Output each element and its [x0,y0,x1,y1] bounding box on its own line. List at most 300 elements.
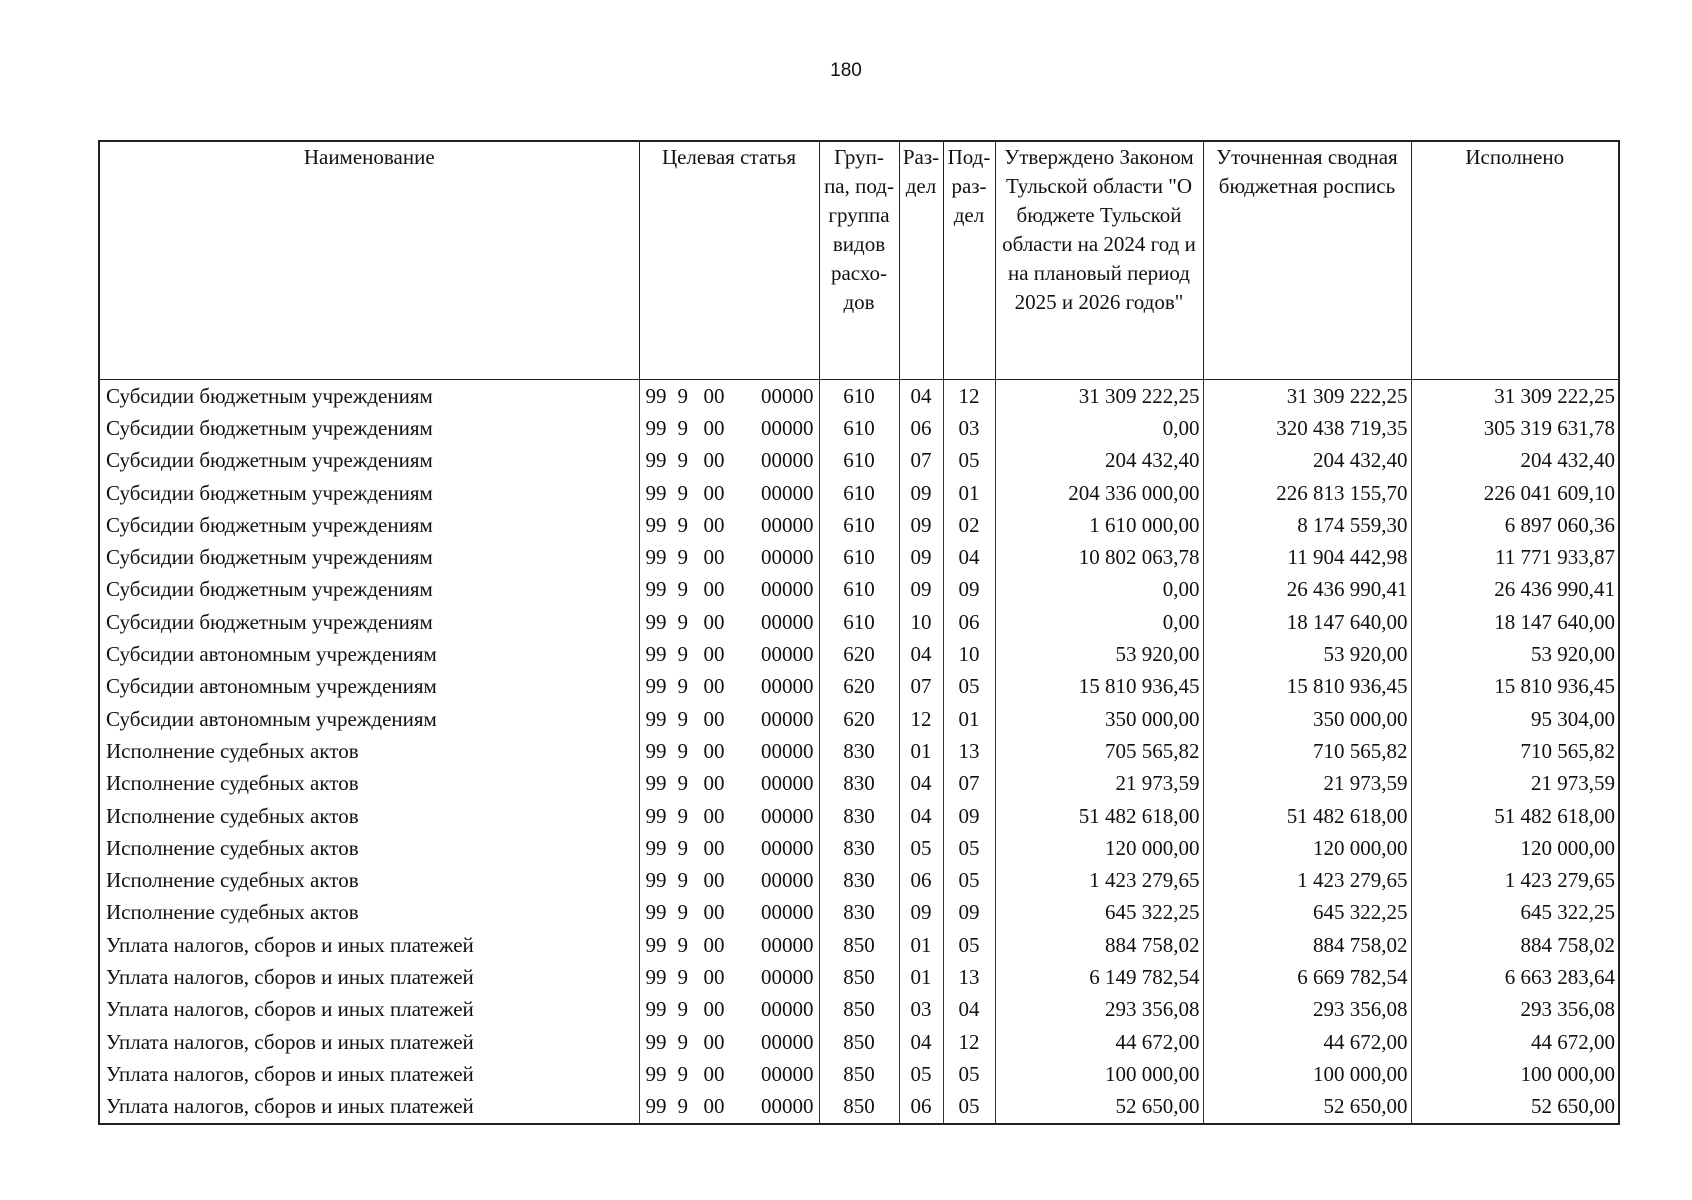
cell-group: 620 [819,703,899,735]
target-part-3: 00 [703,674,725,699]
cell-group: 610 [819,380,899,413]
table-row [99,703,1619,735]
cell-subsection: 13 [943,735,995,767]
cell-name: Субсидии автономным учреждениям [106,706,437,731]
target-part-3: 00 [703,415,725,440]
table-body [99,380,1619,1124]
cell-executed: 11 771 933,87 [1411,541,1619,573]
target-part-2: 9 [677,1061,688,1086]
target-part-1: 99 [645,1094,667,1119]
header-executed: Исполнено [1411,141,1619,380]
cell-refined: 645 322,25 [1203,897,1411,929]
cell-name: Субсидии бюджетным учреждениям [106,545,433,570]
table-row [99,445,1619,477]
cell-executed: 6 897 060,36 [1411,509,1619,541]
header-subsection: Под-раз-дел [943,141,995,380]
cell-section: 09 [899,509,943,541]
target-part-2: 9 [677,609,688,634]
cell-name: Субсидии бюджетным учреждениям [106,512,433,537]
header-approved: Утверждено Законом Тульской области "О бюджете Тульской области на 2024 год и на плановый период 2025 и 2026 годов" [995,141,1203,380]
cell-target [639,703,819,735]
target-part-4: 00000 [761,900,814,925]
table-row [99,606,1619,638]
target-part-2: 9 [677,706,688,731]
page-number: 180 [830,60,862,81]
cell-target [639,1091,819,1124]
cell-refined: 18 147 640,00 [1203,606,1411,638]
target-part-3: 00 [703,480,725,505]
target-part-3: 00 [703,771,725,796]
cell-subsection: 01 [943,703,995,735]
cell-section: 01 [899,735,943,767]
target-part-2: 9 [677,642,688,667]
cell-refined: 44 672,00 [1203,1026,1411,1058]
cell-refined: 52 650,00 [1203,1091,1411,1124]
target-part-3: 00 [703,803,725,828]
cell-executed: 120 000,00 [1411,832,1619,864]
table-row [99,735,1619,767]
cell-target [639,832,819,864]
cell-executed: 21 973,59 [1411,768,1619,800]
target-part-1: 99 [645,448,667,473]
target-part-1: 99 [645,706,667,731]
cell-approved: 31 309 222,25 [995,380,1203,413]
cell-target [639,735,819,767]
target-part-1: 99 [645,383,667,408]
cell-section: 04 [899,800,943,832]
target-part-3: 00 [703,964,725,989]
cell-approved: 51 482 618,00 [995,800,1203,832]
header-section: Раз-дел [899,141,943,380]
cell-section: 04 [899,380,943,413]
table-row [99,897,1619,929]
cell-executed: 1 423 279,65 [1411,864,1619,896]
cell-group: 610 [819,606,899,638]
cell-target [639,1026,819,1058]
cell-section: 05 [899,1058,943,1090]
cell-approved: 15 810 936,45 [995,671,1203,703]
cell-subsection: 05 [943,1091,995,1124]
cell-name: Исполнение судебных актов [106,771,359,796]
cell-section: 03 [899,994,943,1026]
target-part-1: 99 [645,577,667,602]
cell-subsection: 13 [943,961,995,993]
target-part-1: 99 [645,480,667,505]
budget-table [98,140,1620,1125]
cell-refined: 320 438 719,35 [1203,412,1411,444]
target-part-3: 00 [703,738,725,763]
target-part-2: 9 [677,512,688,537]
cell-refined: 26 436 990,41 [1203,574,1411,606]
cell-section: 09 [899,897,943,929]
cell-approved: 0,00 [995,412,1203,444]
table-row [99,1091,1619,1124]
cell-subsection: 05 [943,929,995,961]
cell-refined: 15 810 936,45 [1203,671,1411,703]
cell-name: Уплата налогов, сборов и иных платежей [106,1029,474,1054]
cell-approved: 100 000,00 [995,1058,1203,1090]
cell-refined: 31 309 222,25 [1203,380,1411,413]
cell-subsection: 09 [943,800,995,832]
table-row [99,477,1619,509]
cell-group: 850 [819,961,899,993]
target-part-4: 00000 [761,415,814,440]
target-part-2: 9 [677,383,688,408]
target-part-4: 00000 [761,1029,814,1054]
table-row [99,671,1619,703]
target-part-4: 00000 [761,868,814,893]
table-row [99,768,1619,800]
cell-executed: 51 482 618,00 [1411,800,1619,832]
cell-executed: 293 356,08 [1411,994,1619,1026]
cell-approved: 52 650,00 [995,1091,1203,1124]
cell-group: 610 [819,477,899,509]
target-part-3: 00 [703,706,725,731]
target-part-4: 00000 [761,545,814,570]
target-part-2: 9 [677,964,688,989]
cell-approved: 120 000,00 [995,832,1203,864]
target-part-3: 00 [703,1029,725,1054]
table-header-row [99,141,1619,380]
cell-subsection: 05 [943,445,995,477]
cell-executed: 31 309 222,25 [1411,380,1619,413]
cell-refined: 6 669 782,54 [1203,961,1411,993]
cell-subsection: 04 [943,994,995,1026]
target-part-3: 00 [703,868,725,893]
table-row [99,994,1619,1026]
cell-approved: 204 432,40 [995,445,1203,477]
cell-group: 610 [819,574,899,606]
cell-target [639,606,819,638]
cell-section: 07 [899,671,943,703]
header-name: Наименование [99,141,639,380]
cell-refined: 53 920,00 [1203,638,1411,670]
target-part-4: 00000 [761,738,814,763]
cell-section: 04 [899,638,943,670]
cell-subsection: 02 [943,509,995,541]
cell-executed: 100 000,00 [1411,1058,1619,1090]
cell-group: 830 [819,800,899,832]
cell-group: 850 [819,1091,899,1124]
target-part-4: 00000 [761,1094,814,1119]
target-part-2: 9 [677,1029,688,1054]
cell-refined: 884 758,02 [1203,929,1411,961]
cell-refined: 8 174 559,30 [1203,509,1411,541]
target-part-2: 9 [677,997,688,1022]
cell-executed: 645 322,25 [1411,897,1619,929]
target-part-4: 00000 [761,803,814,828]
cell-name: Исполнение судебных актов [106,868,359,893]
header-refined: Уточненная сводная бюджетная роспись [1203,141,1411,380]
cell-approved: 884 758,02 [995,929,1203,961]
target-part-1: 99 [645,900,667,925]
cell-executed: 204 432,40 [1411,445,1619,477]
cell-group: 830 [819,832,899,864]
target-part-3: 00 [703,932,725,957]
cell-name: Исполнение судебных актов [106,803,359,828]
cell-name: Уплата налогов, сборов и иных платежей [106,1061,474,1086]
cell-target [639,574,819,606]
cell-subsection: 05 [943,1058,995,1090]
target-part-3: 00 [703,835,725,860]
table-row [99,961,1619,993]
cell-target [639,994,819,1026]
cell-executed: 710 565,82 [1411,735,1619,767]
cell-executed: 26 436 990,41 [1411,574,1619,606]
target-part-2: 9 [677,868,688,893]
table-row [99,800,1619,832]
cell-group: 850 [819,929,899,961]
cell-target [639,541,819,573]
cell-subsection: 03 [943,412,995,444]
cell-group: 620 [819,671,899,703]
cell-refined: 204 432,40 [1203,445,1411,477]
target-part-1: 99 [645,997,667,1022]
target-part-1: 99 [645,932,667,957]
cell-name: Уплата налогов, сборов и иных платежей [106,1094,474,1119]
cell-refined: 21 973,59 [1203,768,1411,800]
cell-approved: 6 149 782,54 [995,961,1203,993]
target-part-4: 00000 [761,448,814,473]
cell-target [639,768,819,800]
cell-approved: 350 000,00 [995,703,1203,735]
cell-target [639,897,819,929]
target-part-2: 9 [677,577,688,602]
target-part-1: 99 [645,964,667,989]
cell-section: 01 [899,929,943,961]
target-part-4: 00000 [761,835,814,860]
cell-section: 06 [899,1091,943,1124]
cell-refined: 11 904 442,98 [1203,541,1411,573]
cell-subsection: 09 [943,897,995,929]
header-target: Целевая статья [639,141,819,380]
target-part-4: 00000 [761,1061,814,1086]
target-part-3: 00 [703,1061,725,1086]
cell-executed: 6 663 283,64 [1411,961,1619,993]
cell-group: 850 [819,1058,899,1090]
table-row [99,832,1619,864]
cell-executed: 15 810 936,45 [1411,671,1619,703]
cell-target [639,509,819,541]
target-part-4: 00000 [761,609,814,634]
cell-target [639,1058,819,1090]
table-row [99,638,1619,670]
cell-section: 09 [899,541,943,573]
table-row [99,541,1619,573]
cell-group: 610 [819,445,899,477]
target-part-1: 99 [645,738,667,763]
cell-group: 850 [819,994,899,1026]
target-part-1: 99 [645,1061,667,1086]
target-part-1: 99 [645,512,667,537]
cell-section: 06 [899,412,943,444]
cell-name: Исполнение судебных актов [106,900,359,925]
target-part-3: 00 [703,1094,725,1119]
table-row [99,380,1619,413]
cell-name: Уплата налогов, сборов и иных платежей [106,932,474,957]
cell-refined: 51 482 618,00 [1203,800,1411,832]
table-row [99,509,1619,541]
target-part-1: 99 [645,609,667,634]
target-part-4: 00000 [761,642,814,667]
cell-group: 610 [819,541,899,573]
cell-subsection: 05 [943,671,995,703]
table-row [99,574,1619,606]
cell-name: Субсидии автономным учреждениям [106,674,437,699]
target-part-4: 00000 [761,577,814,602]
cell-name: Исполнение судебных актов [106,835,359,860]
cell-subsection: 04 [943,541,995,573]
cell-section: 06 [899,864,943,896]
cell-section: 12 [899,703,943,735]
target-part-2: 9 [677,835,688,860]
cell-executed: 18 147 640,00 [1411,606,1619,638]
cell-approved: 705 565,82 [995,735,1203,767]
cell-section: 04 [899,1026,943,1058]
target-part-2: 9 [677,932,688,957]
target-part-2: 9 [677,1094,688,1119]
cell-refined: 100 000,00 [1203,1058,1411,1090]
target-part-1: 99 [645,415,667,440]
target-part-1: 99 [645,674,667,699]
cell-approved: 293 356,08 [995,994,1203,1026]
target-part-4: 00000 [761,932,814,957]
cell-approved: 1 423 279,65 [995,864,1203,896]
target-part-2: 9 [677,738,688,763]
header-group: Груп-па, под-группа видов расхо-дов [819,141,899,380]
cell-target [639,864,819,896]
cell-subsection: 06 [943,606,995,638]
cell-group: 850 [819,1026,899,1058]
cell-target [639,477,819,509]
cell-approved: 1 610 000,00 [995,509,1203,541]
cell-refined: 293 356,08 [1203,994,1411,1026]
target-part-4: 00000 [761,706,814,731]
cell-section: 09 [899,477,943,509]
cell-executed: 305 319 631,78 [1411,412,1619,444]
cell-group: 830 [819,897,899,929]
cell-name: Субсидии бюджетным учреждениям [106,480,433,505]
cell-target [639,671,819,703]
target-part-4: 00000 [761,674,814,699]
cell-subsection: 05 [943,864,995,896]
target-part-4: 00000 [761,383,814,408]
cell-section: 07 [899,445,943,477]
cell-approved: 21 973,59 [995,768,1203,800]
cell-target [639,412,819,444]
table-row [99,929,1619,961]
cell-executed: 44 672,00 [1411,1026,1619,1058]
cell-section: 01 [899,961,943,993]
cell-name: Уплата налогов, сборов и иных платежей [106,997,474,1022]
target-part-1: 99 [645,803,667,828]
cell-group: 830 [819,768,899,800]
cell-executed: 53 920,00 [1411,638,1619,670]
cell-executed: 52 650,00 [1411,1091,1619,1124]
target-part-3: 00 [703,900,725,925]
target-part-4: 00000 [761,480,814,505]
cell-executed: 95 304,00 [1411,703,1619,735]
target-part-3: 00 [703,448,725,473]
cell-refined: 710 565,82 [1203,735,1411,767]
target-part-2: 9 [677,545,688,570]
target-part-1: 99 [645,835,667,860]
cell-section: 05 [899,832,943,864]
target-part-3: 00 [703,512,725,537]
cell-group: 610 [819,412,899,444]
cell-approved: 0,00 [995,574,1203,606]
cell-target [639,445,819,477]
cell-subsection: 01 [943,477,995,509]
table-row [99,864,1619,896]
target-part-2: 9 [677,415,688,440]
cell-subsection: 12 [943,1026,995,1058]
cell-refined: 350 000,00 [1203,703,1411,735]
cell-name: Исполнение судебных актов [106,738,359,763]
target-part-3: 00 [703,545,725,570]
cell-approved: 645 322,25 [995,897,1203,929]
cell-name: Субсидии бюджетным учреждениям [106,609,433,634]
target-part-1: 99 [645,642,667,667]
target-part-2: 9 [677,448,688,473]
cell-section: 04 [899,768,943,800]
target-part-3: 00 [703,609,725,634]
cell-target [639,800,819,832]
cell-approved: 44 672,00 [995,1026,1203,1058]
cell-group: 830 [819,864,899,896]
cell-target [639,380,819,413]
cell-approved: 53 920,00 [995,638,1203,670]
target-part-4: 00000 [761,964,814,989]
cell-name: Субсидии бюджетным учреждениям [106,577,433,602]
cell-executed: 226 041 609,10 [1411,477,1619,509]
cell-name: Субсидии бюджетным учреждениям [106,383,433,408]
cell-name: Субсидии автономным учреждениям [106,642,437,667]
cell-subsection: 07 [943,768,995,800]
cell-subsection: 10 [943,638,995,670]
target-part-2: 9 [677,480,688,505]
cell-target [639,929,819,961]
cell-name: Субсидии бюджетным учреждениям [106,415,433,440]
cell-name: Субсидии бюджетным учреждениям [106,448,433,473]
cell-approved: 10 802 063,78 [995,541,1203,573]
target-part-1: 99 [645,868,667,893]
cell-approved: 0,00 [995,606,1203,638]
cell-approved: 204 336 000,00 [995,477,1203,509]
table-row [99,1058,1619,1090]
cell-subsection: 12 [943,380,995,413]
target-part-4: 00000 [761,997,814,1022]
cell-refined: 1 423 279,65 [1203,864,1411,896]
target-part-2: 9 [677,674,688,699]
target-part-4: 00000 [761,512,814,537]
cell-section: 10 [899,606,943,638]
cell-refined: 226 813 155,70 [1203,477,1411,509]
target-part-1: 99 [645,545,667,570]
table-row [99,412,1619,444]
cell-target [639,638,819,670]
cell-name: Уплата налогов, сборов и иных платежей [106,964,474,989]
target-part-1: 99 [645,1029,667,1054]
cell-group: 610 [819,509,899,541]
table-row [99,1026,1619,1058]
target-part-3: 00 [703,642,725,667]
target-part-2: 9 [677,771,688,796]
cell-executed: 884 758,02 [1411,929,1619,961]
cell-group: 830 [819,735,899,767]
cell-subsection: 09 [943,574,995,606]
target-part-3: 00 [703,577,725,602]
